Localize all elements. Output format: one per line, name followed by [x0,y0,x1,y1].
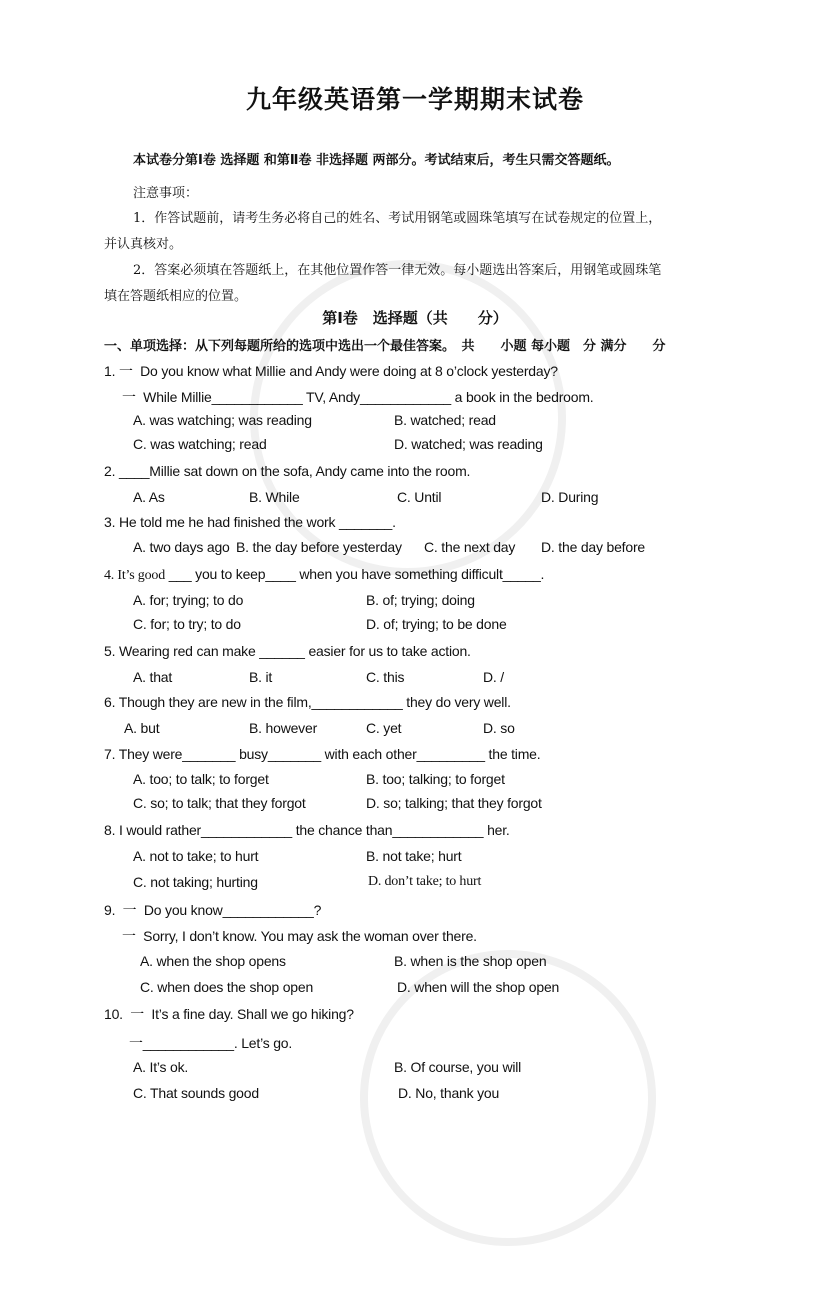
question-5-option-c: C. this [366,669,405,685]
question-10-option-c: C. That sounds good [133,1085,259,1101]
question-6-option-b: B. however [249,720,318,736]
page-title: 九年级英语第一学期期末试卷 [245,85,584,114]
part-instructions: 一、单项选择：从下列每题所给的选项中选出一个最佳答案。 共 小题 每小题 分 满分 分 [104,339,666,354]
question-5-option-a: A. that [133,669,173,685]
question-8-option-d: D. don’t take; to hurt [368,874,482,889]
question-6-option-d: D. so [483,720,515,736]
question-5-option-d: D. / [483,669,504,685]
question-5-option-b: B. it [249,669,273,685]
question-10-option-b: B. Of course, you will [394,1059,522,1075]
question-7-option-a: A. too; to talk; to forget [133,771,269,787]
question-10-line-2: 一____________. Let’s go. [129,1035,293,1051]
question-1-line-2: 一 While Millie____________ TV, Andy____________ a book in the bedroom. [122,389,594,405]
notice-item-2-line-2: 填在答题纸相应的位置。 [104,289,248,304]
question-3-option-b: B. the day before yesterday [236,539,402,555]
section-heading: 第Ⅰ卷 选择题（共 分） [322,309,508,327]
intro-text: 本试卷分第Ⅰ卷 选择题 和第Ⅱ卷 非选择题 两部分。考试结束后，考生只需交答题纸。 [133,153,620,168]
question-10-stem: 10. 一 It’s a fine day. Shall we go hiking? [104,1006,354,1022]
question-4-option-b: B. of; trying; doing [366,592,475,608]
question-4-option-a: A. for; trying; to do [133,592,244,608]
question-10-option-a: A. It’s ok. [133,1059,189,1075]
notice-item-2-line-1: 2．答案必须填在答题纸上，在其他位置作答一律无效。每小题选出答案后，用钢笔或圆珠笔 [133,263,662,278]
question-2-option-d: D. During [541,489,599,505]
question-9-option-b: B. when is the shop open [394,953,547,969]
question-3-option-d: D. the day before [541,539,645,555]
question-5-stem: 5. Wearing red can make ______ easier for us to take action. [104,643,471,659]
question-2-stem: 2. ____Millie sat down on the sofa, Andy came into the room. [104,463,471,479]
question-9-option-c: C. when does the shop open [140,979,314,995]
question-7-option-c: C. so; to talk; that they forgot [133,795,306,811]
question-4-stem [104,566,544,584]
question-1-stem: 1. 一 Do you know what Millie and Andy were doing at 8 o’clock yesterday? [104,363,558,379]
question-8-stem: 8. I would rather____________ the chance than____________ her. [104,822,510,838]
question-9-line-2: 一 Sorry, I don’t know. You may ask the woman over there. [122,928,477,944]
question-6-stem: 6. Though they are new in the film,____________ they do very well. [104,694,511,710]
question-8-option-b: B. not take; hurt [366,848,462,864]
question-7-stem: 7. They were_______ busy_______ with each other_________ the time. [104,746,541,762]
question-7-option-b: B. too; talking; to forget [366,771,505,787]
question-1-option-c: C. was watching; read [133,436,267,452]
question-10-option-d: D. No, thank you [398,1085,500,1101]
question-8-option-c: C. not taking; hurting [133,874,258,890]
question-2-option-b: B. While [249,489,300,505]
question-3-stem: 3. He told me he had finished the work _______. [104,514,396,530]
question-2-option-a: A. As [133,489,165,505]
question-4-stem-rest: ___ you to keep____ when you have something difficult_____. [165,566,545,582]
question-4-option-d: D. of; trying; to be done [366,616,507,632]
question-6-option-c: C. yet [366,720,402,736]
question-2-option-c: C. Until [397,489,442,505]
notice-item-1-line-2: 并认真核对。 [104,237,183,252]
question-1-option-b: B. watched; read [394,412,496,428]
question-1-option-a: A. was watching; was reading [133,412,312,428]
question-4-stem-start: 4. It’s good [104,568,165,583]
question-1-option-d: D. watched; was reading [394,436,543,452]
question-6-option-a: A. but [124,720,160,736]
question-4-option-c: C. for; to try; to do [133,616,241,632]
notice-heading: 注意事项： [133,186,199,201]
question-9-option-d: D. when will the shop open [397,979,560,995]
question-7-option-d: D. so; talking; that they forgot [366,795,542,811]
question-8-option-a: A. not to take; to hurt [133,848,259,864]
question-9-stem: 9. 一 Do you know____________? [104,902,322,918]
question-3-option-c: C. the next day [424,539,516,555]
notice-item-1-line-1: 1．作答试题前，请考生务必将自己的姓名、考试用钢笔或圆珠笔填写在试卷规定的位置上， [133,211,662,226]
question-3-option-a: A. two days ago [133,539,230,555]
question-9-option-a: A. when the shop opens [140,953,286,969]
